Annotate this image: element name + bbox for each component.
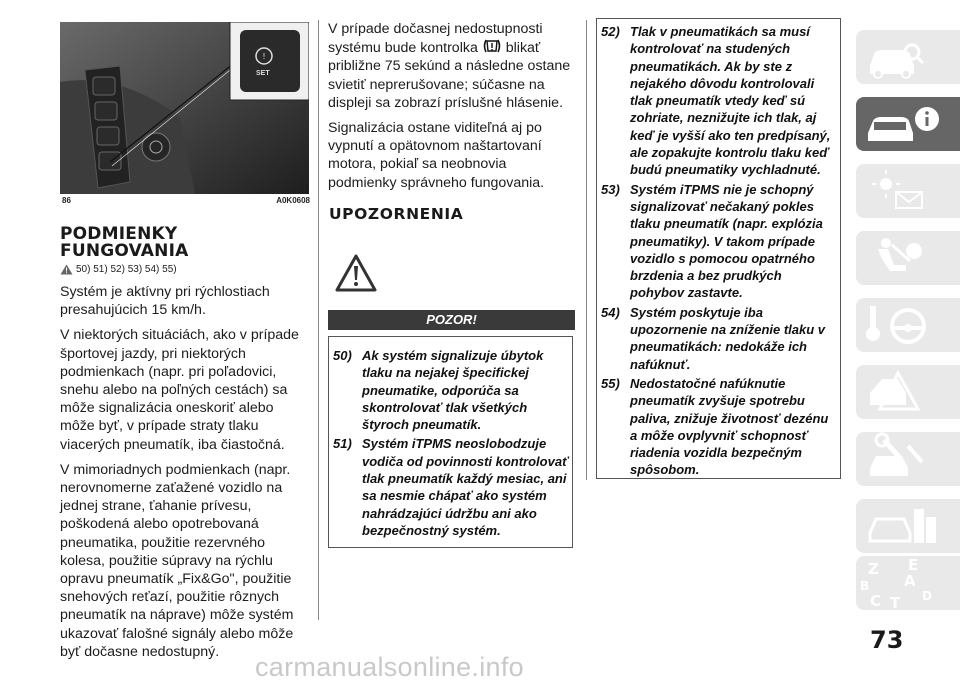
key-steering-wheel-icon <box>856 298 960 352</box>
note-text: Tlak v pneumatikách sa musí kontrolovať na studených pneumatikách. Ak by ste z nejakého dôvodu kontrolovali tlak pneumatík vtedy keď sú zohriate, neznižujte ich tlak, aj keď je vyšší ako ten predpísaný, ale zopakujte kontrolu tlaku keď budú pneumatiky vychladnuté. <box>630 24 831 178</box>
warning-triangle-icon <box>60 264 73 275</box>
note-number: 54) <box>601 304 620 320</box>
warning-lamp-icon <box>482 38 502 54</box>
tab-emergency[interactable] <box>856 365 960 419</box>
note-item <box>601 181 839 302</box>
heading-line-1: PODMIENKY <box>60 224 178 244</box>
index-letter-t: T <box>890 594 901 610</box>
index-letter-c: C <box>870 592 882 610</box>
note-list <box>601 23 839 481</box>
warning-box-1 <box>328 336 573 548</box>
note-text: Systém poskytuje iba upozornenie na zníženie tlaku v pneumatikách: nedokáže ich nafúknuť. <box>630 304 826 372</box>
tab-safety[interactable] <box>856 231 960 285</box>
note-item <box>333 347 571 433</box>
tab-knowing-instrument-panel[interactable] <box>856 97 960 151</box>
note-item <box>333 435 571 539</box>
note-text: Systém iTPMS nie je schopný signalizovať nečakaný pokles tlaku pneumatík (napr. explózia pneumatiky). V takom prípade vozidlo s pomocou opatrného brzdenia a bez prudkých pohybov zastavte. <box>630 181 823 301</box>
index-letter-d: D <box>922 589 932 603</box>
text-span: V prípade dočasnej nedostupnosti systému bude kontrolka <box>328 21 543 57</box>
figure-code: A0K0608 <box>276 196 310 205</box>
note-number: 55) <box>601 375 620 391</box>
index-letter-a: A <box>904 572 916 590</box>
paragraph: V niektorých situáciách, ako v prípade športovej jazdy, pri niektorých podmienkach (napr. pri poľadovici, snehu alebo na poľných cestách) sa môže signalizácia oneskoriť alebo môže byť, v prípade straty tlaku viacerých pneumatík, iba čiastočná. <box>60 327 299 453</box>
car-breakdown-warning-icon <box>856 365 960 419</box>
index-letter-z: Z <box>868 560 879 578</box>
refs-text: 50) 51) 52) 53) 54) 55) <box>76 264 177 275</box>
car-search-icon <box>856 30 960 84</box>
dashboard-lights-message-icon <box>856 164 960 218</box>
tab-index[interactable] <box>856 556 960 610</box>
note-item <box>601 304 839 373</box>
caution-banner: POZOR! <box>328 310 575 330</box>
heading-line-2: FUNGOVANIA <box>60 241 189 261</box>
column-divider <box>318 20 319 620</box>
tab-warning-lights[interactable] <box>856 164 960 218</box>
figure-caption <box>62 196 310 205</box>
warning-box-2 <box>596 18 841 479</box>
tab-technical-data[interactable] <box>856 499 960 553</box>
tab-starting-driving[interactable] <box>856 298 960 352</box>
paragraph: Signalizácia ostane viditeľná aj po vypnutí a opätovnom naštartovaní motora, pokiaľ sa neobnovia podmienky správneho fungovania. <box>328 120 545 191</box>
note-item <box>601 23 839 179</box>
left-column-text <box>60 283 312 668</box>
section-heading <box>60 226 310 260</box>
note-number: 52) <box>601 24 620 39</box>
warning-refs <box>60 264 177 275</box>
note-item <box>601 375 839 479</box>
alphabetical-index-icon <box>856 556 960 610</box>
seat-airbag-icon <box>856 231 960 285</box>
middle-column-text <box>328 20 578 199</box>
note-number: 50) <box>333 348 352 363</box>
paragraph: V mimoriadnych podmienkach (napr. nerovnomerne zaťažené vozidlo na jednej strane, ťahanie prívesu, poškodená alebo opotrebovaná pneumatika, použitie rezervného kolesa, použitie súpravy na rýchlu opravu pneumatík „Fix&Go", použitie snehových reťazí, použitie rôznych pneumatík na nápravе) môže systém ukazovať falošné signály alebo môže byť dočasne nedostupný. <box>60 461 294 660</box>
watermark: carmanualsonline.info <box>255 652 524 682</box>
column-divider <box>586 20 587 480</box>
index-letter-e: E <box>908 556 919 574</box>
figure-page-ref: 86 <box>62 196 71 205</box>
paragraph: Systém je aktívny pri rýchlostiach presahujúcich 15 km/h. <box>60 284 270 319</box>
text-span: blikať približne 75 sekúnd a následne ostane svietiť neprerušovane; súčasne na displeji sa zobrazí príslušné hlásenie. <box>328 40 571 111</box>
wrench-car-icon <box>856 432 960 486</box>
note-number: 51) <box>333 436 352 452</box>
index-letter-b: B <box>860 579 870 593</box>
dashboard-buttons-photo <box>60 22 309 194</box>
car-specs-icon <box>856 499 960 553</box>
set-button-label: SET <box>256 70 270 77</box>
svg-text:!: ! <box>262 52 266 61</box>
tab-maintenance[interactable] <box>856 432 960 486</box>
warning-sign-icon <box>335 254 377 292</box>
car-info-icon <box>856 97 960 151</box>
tab-getting-to-know-car[interactable] <box>856 30 960 84</box>
note-text: Systém iTPMS neoslobodzuje vodiča od povinnosti kontrolovať tlak pneumatík každý mesiac, ani sa nesmie chápať ako systém nahrádzajúci údržbu ani ako bezpečnostný systém. <box>362 436 569 538</box>
note-text: Nedostatočné nafúknutie pneumatík zvyšuje spotrebu paliva, znižuje životnosť dezénu a môže ovplyvniť schopnosť riadenia vozidla bezpečným spôsobom. <box>630 375 829 478</box>
page-number: 73 <box>870 626 904 654</box>
warnings-heading: UPOZORNENIA <box>329 205 464 223</box>
note-text: Ak systém signalizuje úbytok tlaku na nejakej špecifickej pneumatike, odporúča sa skontrolovať tlak všetkých štyroch pneumatík. <box>362 348 544 433</box>
paragraph <box>328 20 578 112</box>
note-list <box>333 347 571 541</box>
note-number: 53) <box>601 181 620 197</box>
